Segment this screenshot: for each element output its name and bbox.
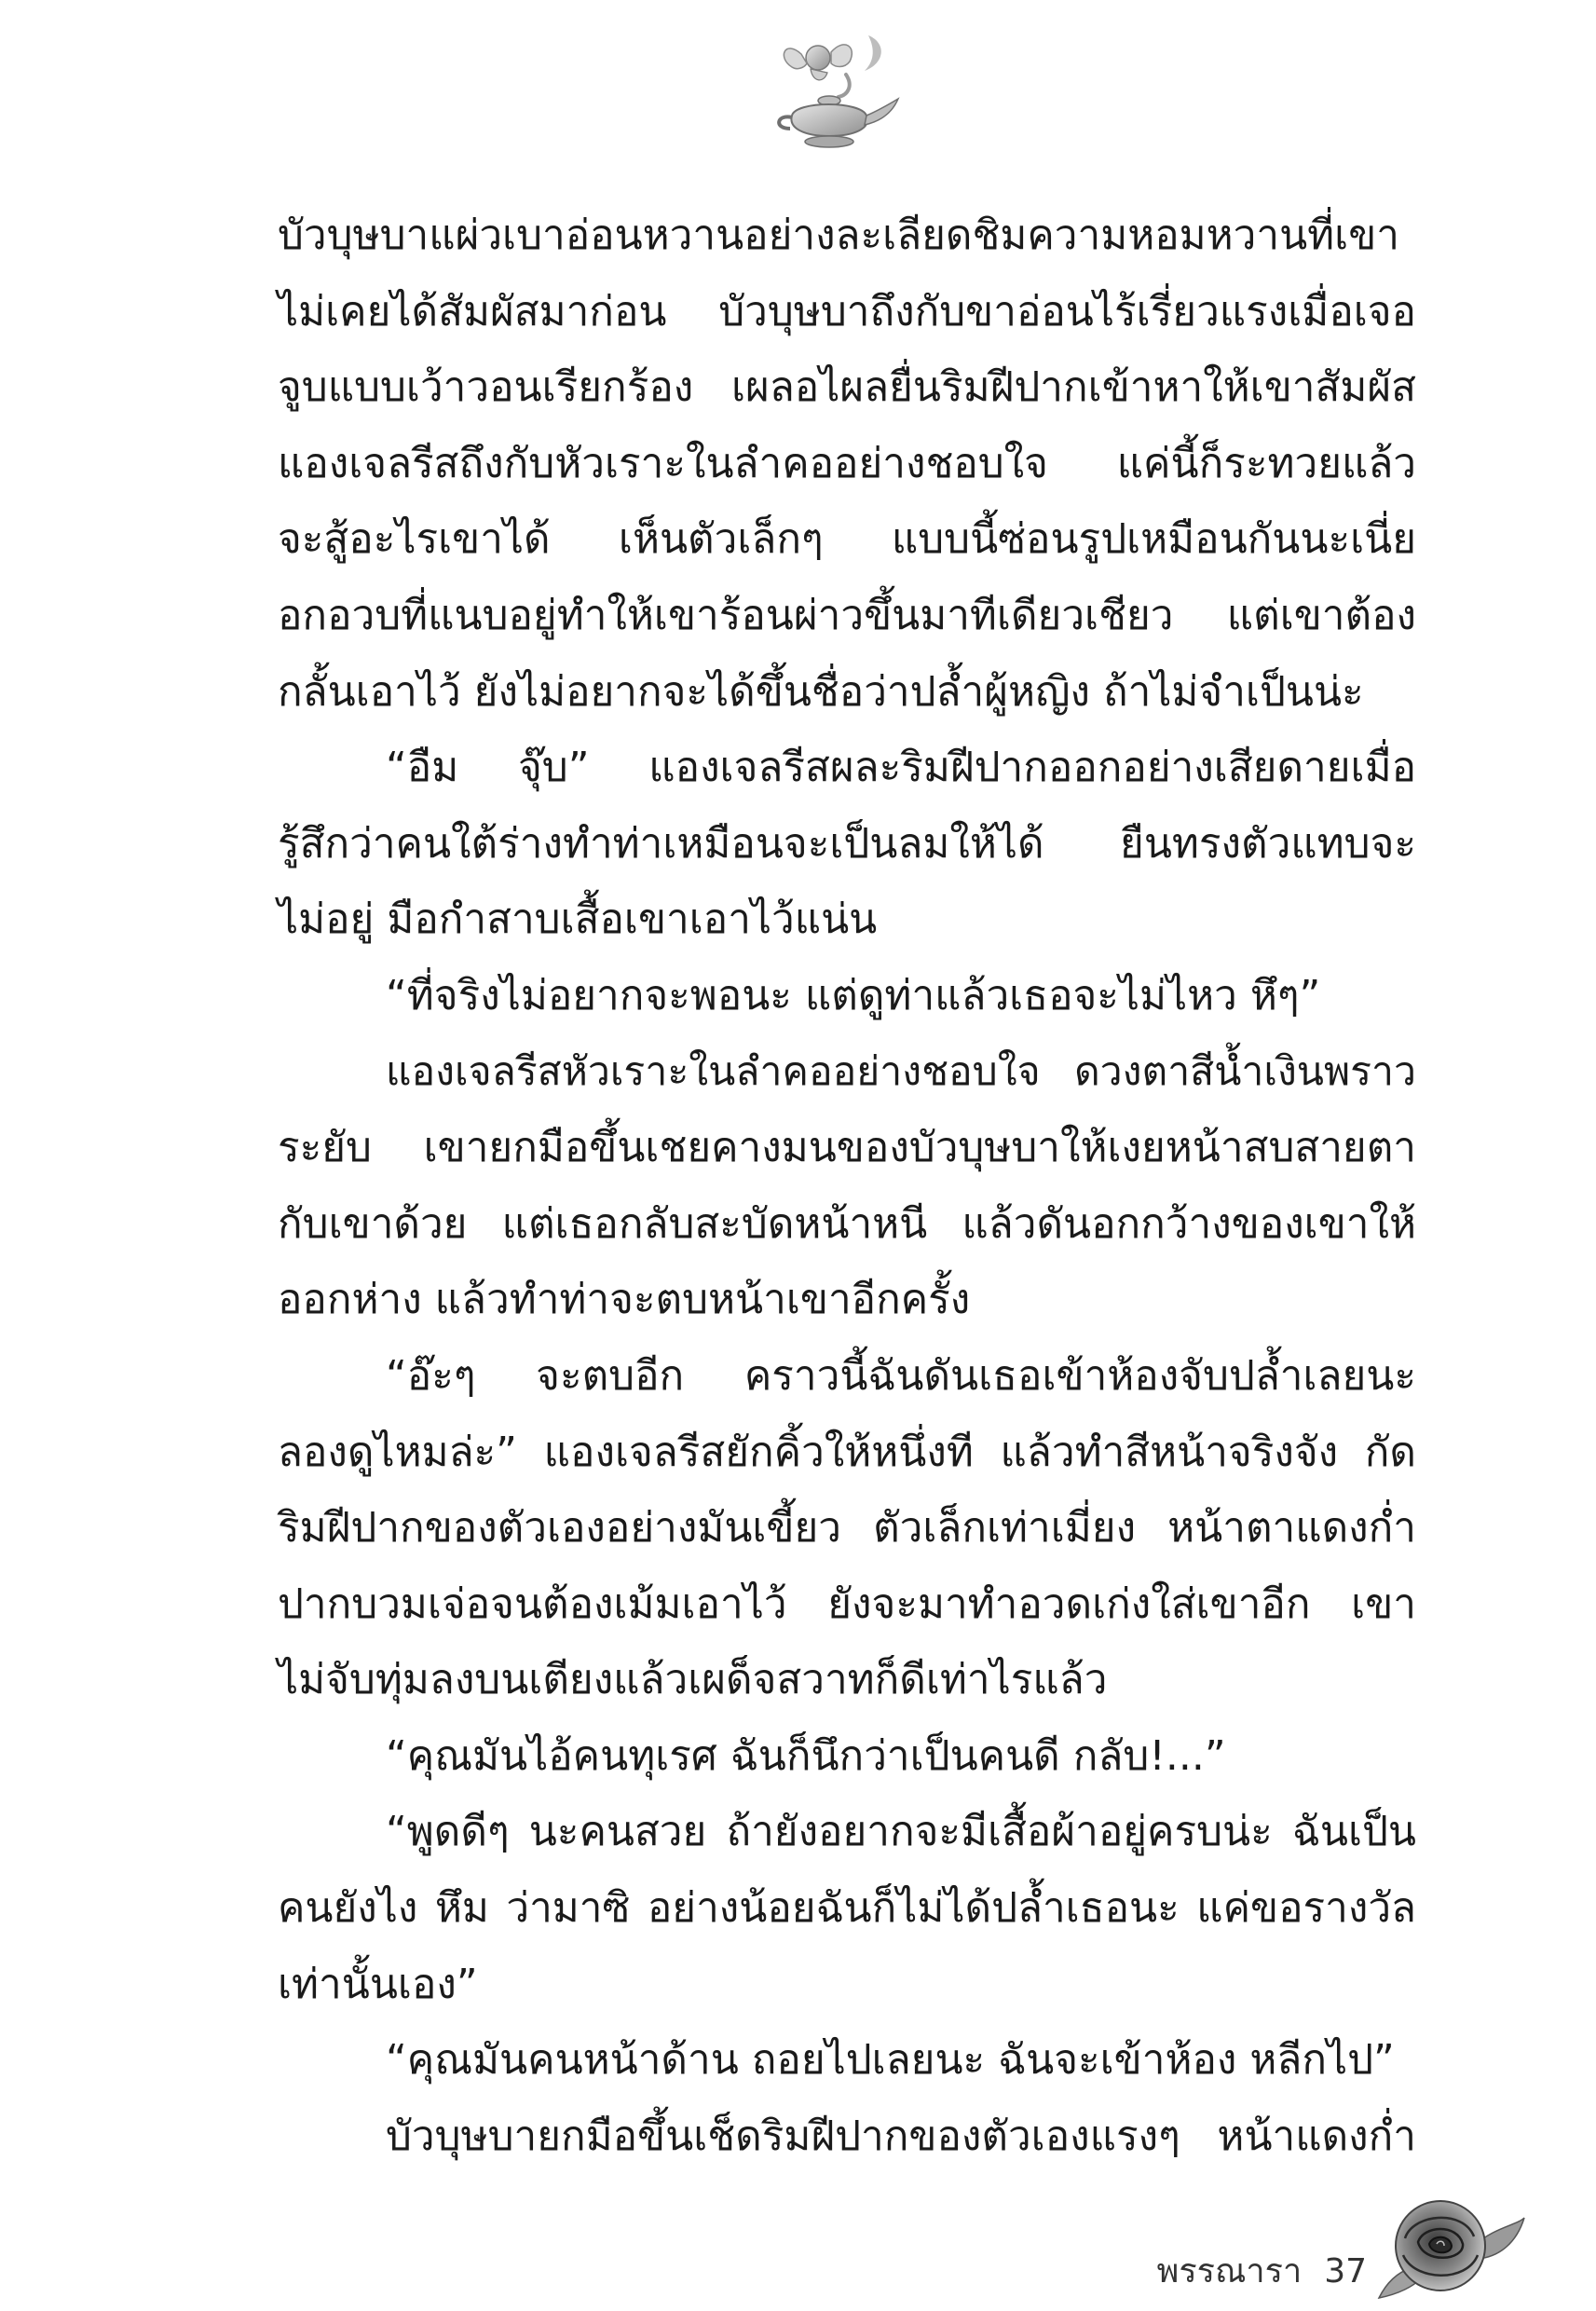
text-line: แองเจลรีสถึงกับหัวเราะในลำคออย่างชอบใจ แค่นี้ก็ระทวยแล้ว [278, 439, 1416, 487]
text-line: “พูดดีๆ นะคนสวย ถ้ายังอยากจะมีเสื้อผ้าอยู่ครบน่ะ ฉันเป็น [386, 1808, 1416, 1856]
page-footer [1135, 2253, 1367, 2290]
rose-icon [1377, 2190, 1526, 2302]
body-text [278, 198, 1416, 2174]
text-line: บัวบุษบายกมือขึ้นเช็ดริมฝีปากของตัวเองแรงๆ หน้าแดงก่ำ [386, 2112, 1416, 2160]
text-line: รู้สึกว่าคนใต้ร่างทำท่าเหมือนจะเป็นลมให้ได้ ยืนทรงตัวแทบจะ [278, 819, 1416, 868]
book-title: พรรณารา [1156, 2252, 1303, 2290]
text-line: อกอวบที่แนบอยู่ทำให้เขาร้อนผ่าวขึ้นมาทีเดียวเชียว แต่เขาต้อง [278, 591, 1416, 639]
text-line: ออกห่าง แล้วทำท่าจะตบหน้าเขาอีกครั้ง [278, 1276, 971, 1324]
text-line: “คุณมันคนหน้าด้าน ถอยไปเลยนะ ฉันจะเข้าห้อง หลีกไป” [386, 2036, 1395, 2085]
text-line: กลั้นเอาไว้ ยังไม่อยากจะได้ขึ้นชื่อว่าปล้ำผู้หญิง ถ้าไม่จำเป็นน่ะ [278, 667, 1364, 716]
text-line: ไม่จับทุ่มลงบนเตียงแล้วเผด็จสวาทก็ดีเท่าไรแล้ว [278, 1656, 1108, 1704]
text-line: จะสู้อะไรเขาได้ เห็นตัวเล็กๆ แบบนี้ซ่อนรูปเหมือนกันนะเนี่ย [278, 515, 1416, 564]
text-line: ปากบวมเจ่อจนต้องเม้มเอาไว้ ยังจะมาทำอวดเก่งใส่เขาอีก เขา [278, 1579, 1416, 1628]
text-line: ระยับ เขายกมือขึ้นเชยคางมนของบัวบุษบาให้เงยหน้าสบสายตา [278, 1124, 1416, 1172]
page-number: 37 [1324, 2252, 1367, 2290]
text-line: “ที่จริงไม่อยากจะพอนะ แต่ดูท่าแล้วเธอจะไม่ไหว หึๆ” [386, 971, 1321, 1019]
text-line: “คุณมันไอ้คนทุเรศ ฉันก็นึกว่าเป็นคนดี กลับ!...” [386, 1731, 1226, 1780]
text-line: ไม่อยู่ มือกำสาบเสื้อเขาเอาไว้แน่น [278, 896, 878, 944]
text-line: บัวบุษบาแผ่วเบาอ่อนหวานอย่างละเลียดชิมความหอมหวานที่เขา [278, 212, 1399, 259]
text-line: แองเจลรีสหัวเราะในลำคออย่างชอบใจ ดวงตาสีน้ำเงินพราว [386, 1047, 1416, 1095]
text-line: “อืม จุ๊บ” แองเจลรีสผละริมฝีปากออกอย่างเสียดายเมื่อ [386, 744, 1416, 792]
text-line: ไม่เคยได้สัมผัสมาก่อน บัวบุษบาถึงกับขาอ่อนไร้เรี่ยวแรงเมื่อเจอ [278, 287, 1416, 335]
text-line: กับเขาด้วย แต่เธอกลับสะบัดหน้าหนี แล้วดันอกกว้างของเขาให้ [278, 1199, 1416, 1248]
genie-lamp-icon [764, 26, 904, 166]
text-line: เท่านั้นเอง” [278, 1960, 478, 2008]
text-line: คนยังไง หึม ว่ามาซิ อย่างน้อยฉันก็ไม่ได้ปล้ำเธอนะ แค่ขอรางวัล [278, 1884, 1416, 1933]
text-line: ลองดูไหมล่ะ” แองเจลรีสยักคิ้วให้หนึ่งที แล้วทำสีหน้าจริงจัง กัด [278, 1428, 1416, 1476]
text-line: จูบแบบเว้าวอนเรียกร้อง เผลอไผลยื่นริมฝีปากเข้าหาให้เขาสัมผัส [278, 363, 1416, 412]
text-line: “อ๊ะๆ จะตบอีก คราวนี้ฉันดันเธอเข้าห้องจับปล้ำเลยนะ [386, 1351, 1416, 1400]
text-line: ริมฝีปากของตัวเองอย่างมันเขี้ยว ตัวเล็กเท่าเมี่ยง หน้าตาแดงก่ำ [278, 1504, 1416, 1552]
